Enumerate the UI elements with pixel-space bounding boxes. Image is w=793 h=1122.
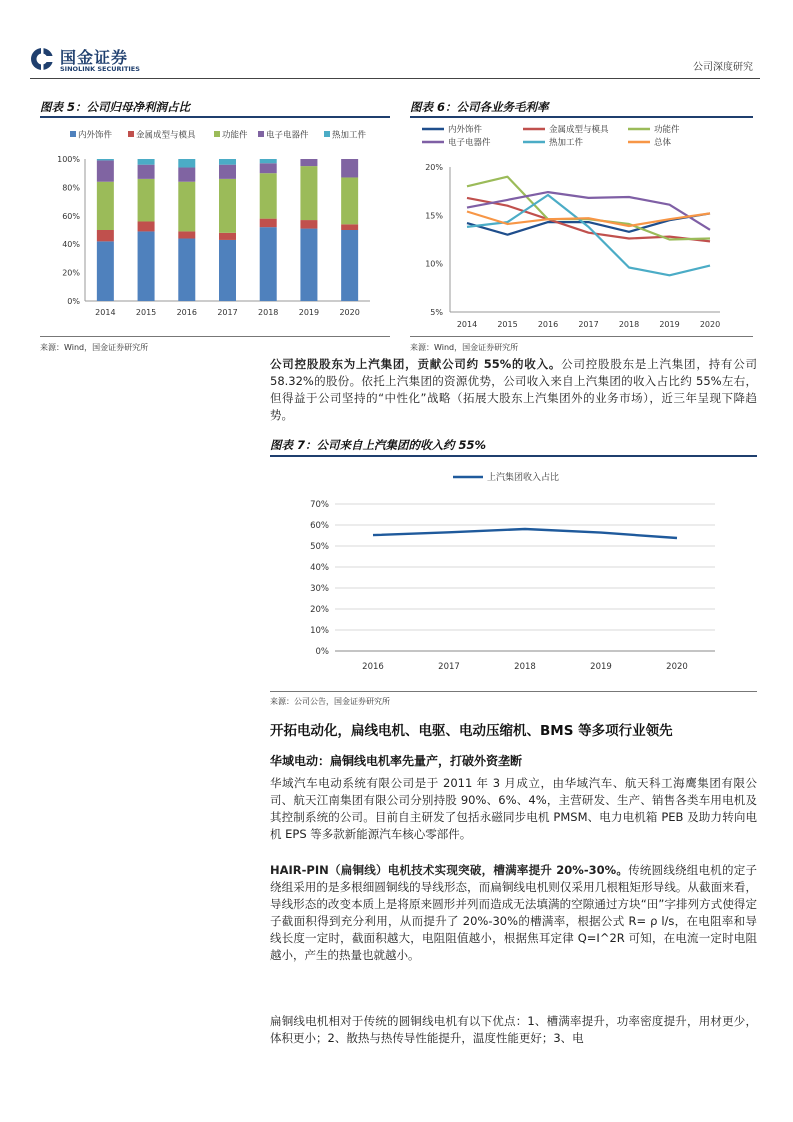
paragraph-shareholder-lead: 公司控股股东为上汽集团，贡献公司约 55%的收入。 bbox=[270, 357, 562, 371]
brand-logo bbox=[30, 44, 160, 76]
bar-segment bbox=[219, 179, 236, 233]
x-tick-label: 2017 bbox=[578, 320, 599, 329]
series-line bbox=[467, 192, 710, 230]
legend-label: 总体 bbox=[654, 138, 672, 148]
figure-7-bottom-rule bbox=[270, 691, 757, 692]
legend-swatch bbox=[128, 131, 134, 137]
bar-segment bbox=[178, 159, 195, 168]
figure-6-chart bbox=[410, 118, 753, 337]
paragraph-huayu-electric: 华域汽车电动系统有限公司是于 2011 年 3 月成立，由华域汽车、航天科工海鹰集团有限公司、航天江南集团有限公司分别持股 90%、6%、4%，主营研发、生产、销售各类车用电机及其控制系统的公司。目前自主研发了包括永磁同步电机 PMSM、电力电机箱 PEB 及助力转向电机 EPS 等多款新能源汽车核心零部件。 bbox=[270, 776, 757, 841]
bar-segment bbox=[219, 165, 236, 179]
x-tick-label: 2020 bbox=[699, 320, 721, 329]
bar-segment bbox=[219, 233, 236, 240]
bar-segment bbox=[97, 230, 114, 241]
bar-segment bbox=[97, 159, 114, 160]
y-tick-label: 20% bbox=[425, 163, 443, 172]
x-tick-label: 2019 bbox=[659, 320, 680, 329]
figure-7-source: 来源：公司公告，国金证券研究所 bbox=[270, 697, 390, 706]
bar-segment bbox=[178, 168, 195, 182]
bar-segment bbox=[341, 159, 358, 177]
bar-segment bbox=[219, 159, 236, 165]
figure-5-title: 图表 5：公司归母净利润占比 bbox=[40, 100, 191, 114]
y-tick-label: 100% bbox=[57, 155, 80, 164]
legend-swatch bbox=[214, 131, 220, 137]
bar-segment bbox=[341, 230, 358, 301]
bar-segment bbox=[300, 166, 317, 220]
figure-5-chart bbox=[40, 118, 390, 337]
y-tick-label: 40% bbox=[310, 563, 329, 573]
legend-label: 热加工件 bbox=[549, 138, 584, 148]
paragraph-hairpin bbox=[270, 862, 757, 964]
bar-segment bbox=[219, 240, 236, 301]
x-tick-label: 2016 bbox=[176, 308, 197, 317]
y-tick-label: 10% bbox=[310, 626, 329, 636]
sub-heading: 华域电动：扁铜线电机率先量产，打破外资垄断 bbox=[270, 754, 523, 768]
y-tick-label: 20% bbox=[310, 605, 329, 615]
legend-label: 金属成型与模具 bbox=[136, 130, 196, 141]
bar-segment bbox=[138, 179, 155, 222]
y-tick-label: 15% bbox=[425, 211, 443, 221]
legend-label: 电子电器件 bbox=[266, 130, 309, 141]
section-heading: 开拓电动化，扁线电机、电驱、电动压缩机、BMS 等多项行业领先 bbox=[270, 723, 673, 739]
figure-7-title: 图表 7：公司来自上汽集团的收入约 55% bbox=[270, 438, 487, 452]
x-tick-label: 2017 bbox=[217, 308, 238, 317]
y-tick-label: 60% bbox=[62, 211, 80, 221]
bar-segment bbox=[341, 224, 358, 230]
x-tick-label: 2015 bbox=[135, 308, 157, 317]
legend-label: 电子电器件 bbox=[448, 138, 491, 148]
y-tick-label: 60% bbox=[310, 521, 329, 531]
bar-segment bbox=[138, 159, 155, 165]
legend-label: 内外饰件 bbox=[78, 130, 113, 141]
x-tick-label: 2014 bbox=[456, 320, 478, 329]
y-tick-label: 10% bbox=[425, 259, 443, 269]
paragraph-shareholder-body: 公司控股股东是上汽集团，持有公司 58.32%的股份。依托上汽集团的资源优势，公司收入来自上汽集团的收入占比约 55%左右，但得益于公司坚持的“中性化”战略（拓展大股东上汽集团外的业务市场），近三年呈现下降趋势。 bbox=[270, 357, 757, 422]
bar-segment bbox=[138, 221, 155, 231]
legend-swatch bbox=[258, 131, 264, 137]
legend-label: 金属成型与模具 bbox=[549, 125, 609, 135]
x-tick-label: 2020 bbox=[666, 662, 688, 672]
bar-segment bbox=[178, 239, 195, 301]
series-line bbox=[373, 529, 677, 538]
x-tick-label: 2017 bbox=[438, 662, 460, 672]
y-tick-label: 30% bbox=[310, 584, 329, 594]
paragraph-shareholder bbox=[270, 356, 757, 424]
bar-segment bbox=[138, 231, 155, 301]
figure-7-chart bbox=[270, 458, 757, 692]
y-tick-label: 20% bbox=[62, 268, 80, 278]
figure-5-bottom-rule bbox=[40, 336, 390, 337]
stacked-bar-chart bbox=[40, 118, 390, 333]
bar-segment bbox=[138, 165, 155, 179]
x-tick-label: 2018 bbox=[258, 308, 279, 317]
bar-segment bbox=[300, 229, 317, 301]
bar-segment bbox=[260, 163, 277, 173]
legend-swatch bbox=[324, 131, 330, 137]
brand-name-en: SINOLINK SECURITIES bbox=[60, 65, 140, 73]
y-tick-label: 80% bbox=[62, 183, 80, 193]
bar-segment bbox=[260, 219, 277, 228]
bar-segment bbox=[178, 231, 195, 238]
y-tick-label: 50% bbox=[310, 542, 329, 552]
y-tick-label: 70% bbox=[310, 500, 329, 510]
paragraph-advantages: 扁铜线电机相对于传统的圆铜线电机有以下优点：1、槽满率提升，功率密度提升，用材更少，体积更小；2、散热与热传导性能提升，温度性能更好；3、电 bbox=[270, 1014, 757, 1045]
series-line bbox=[467, 213, 710, 234]
x-tick-label: 2018 bbox=[618, 320, 640, 329]
paragraph-hairpin-lead: HAIR-PIN（扁铜线）电机技术实现突破，槽满率提升 20%-30%。 bbox=[270, 863, 629, 877]
line-chart-saic-share bbox=[270, 458, 757, 688]
x-tick-label: 2019 bbox=[298, 308, 320, 317]
bar-segment bbox=[260, 173, 277, 218]
x-tick-label: 2019 bbox=[590, 662, 612, 672]
bar-segment bbox=[341, 177, 358, 224]
bar-segment bbox=[97, 160, 114, 181]
figure-6-source: 来源：Wind，国金证券研究所 bbox=[410, 343, 519, 352]
x-tick-label: 2018 bbox=[514, 662, 536, 672]
legend-label: 功能件 bbox=[654, 125, 680, 135]
bar-segment bbox=[97, 182, 114, 230]
legend-label: 热加工件 bbox=[332, 130, 367, 141]
x-tick-label: 2014 bbox=[95, 308, 116, 317]
y-tick-label: 0% bbox=[315, 647, 329, 657]
bar-segment bbox=[97, 241, 114, 301]
y-tick-label: 0% bbox=[67, 297, 80, 306]
bar-segment bbox=[300, 159, 317, 166]
x-tick-label: 2020 bbox=[339, 308, 360, 317]
header-divider bbox=[30, 78, 760, 79]
brand-name: 国金证券 bbox=[60, 48, 129, 67]
bar-segment bbox=[260, 159, 277, 163]
bar-segment bbox=[178, 182, 195, 232]
bar-segment bbox=[260, 227, 277, 301]
legend-label: 功能件 bbox=[222, 130, 248, 141]
figure-6-title: 图表 6：公司各业务毛利率 bbox=[410, 100, 549, 114]
x-tick-label: 2016 bbox=[362, 662, 384, 672]
paragraph-hairpin-body: 传统圆线绕组电机的定子绕组采用的是多根细圆铜线的导线形态，而扁铜线电机则仅采用几根粗矩形导线。从截面来看，导线形态的改变本质上是将原来圆形并列而造成无法填满的空隙通过方块“田”字排列方式使得定子截面积得到充分利用，从而提升了 20%-30%的槽满率，根据公式 R= ρ l/s，在电阻率和导线长度一定时，截面积越大，电阻阻值越小，根据焦耳定律 Q=I^2R 可知，在电流一定时电阻越小，产生的热量也就越小。 bbox=[270, 863, 758, 962]
figure-5-source: 来源：Wind，国金证券研究所 bbox=[40, 343, 149, 352]
bar-segment bbox=[300, 220, 317, 229]
x-tick-label: 2016 bbox=[537, 320, 559, 329]
y-tick-label: 40% bbox=[62, 240, 80, 250]
series-line bbox=[467, 212, 710, 227]
line-chart-margins bbox=[410, 118, 753, 333]
legend-swatch bbox=[70, 131, 76, 137]
legend-label: 内外饰件 bbox=[448, 125, 483, 135]
x-tick-label: 2015 bbox=[497, 320, 518, 329]
figure-6-bottom-rule bbox=[410, 336, 753, 337]
legend-label: 上汽集团收入占比 bbox=[487, 473, 560, 483]
y-tick-label: 5% bbox=[430, 308, 443, 317]
report-type: 公司深度研究 bbox=[693, 62, 753, 73]
figure-7-rule bbox=[270, 455, 757, 457]
